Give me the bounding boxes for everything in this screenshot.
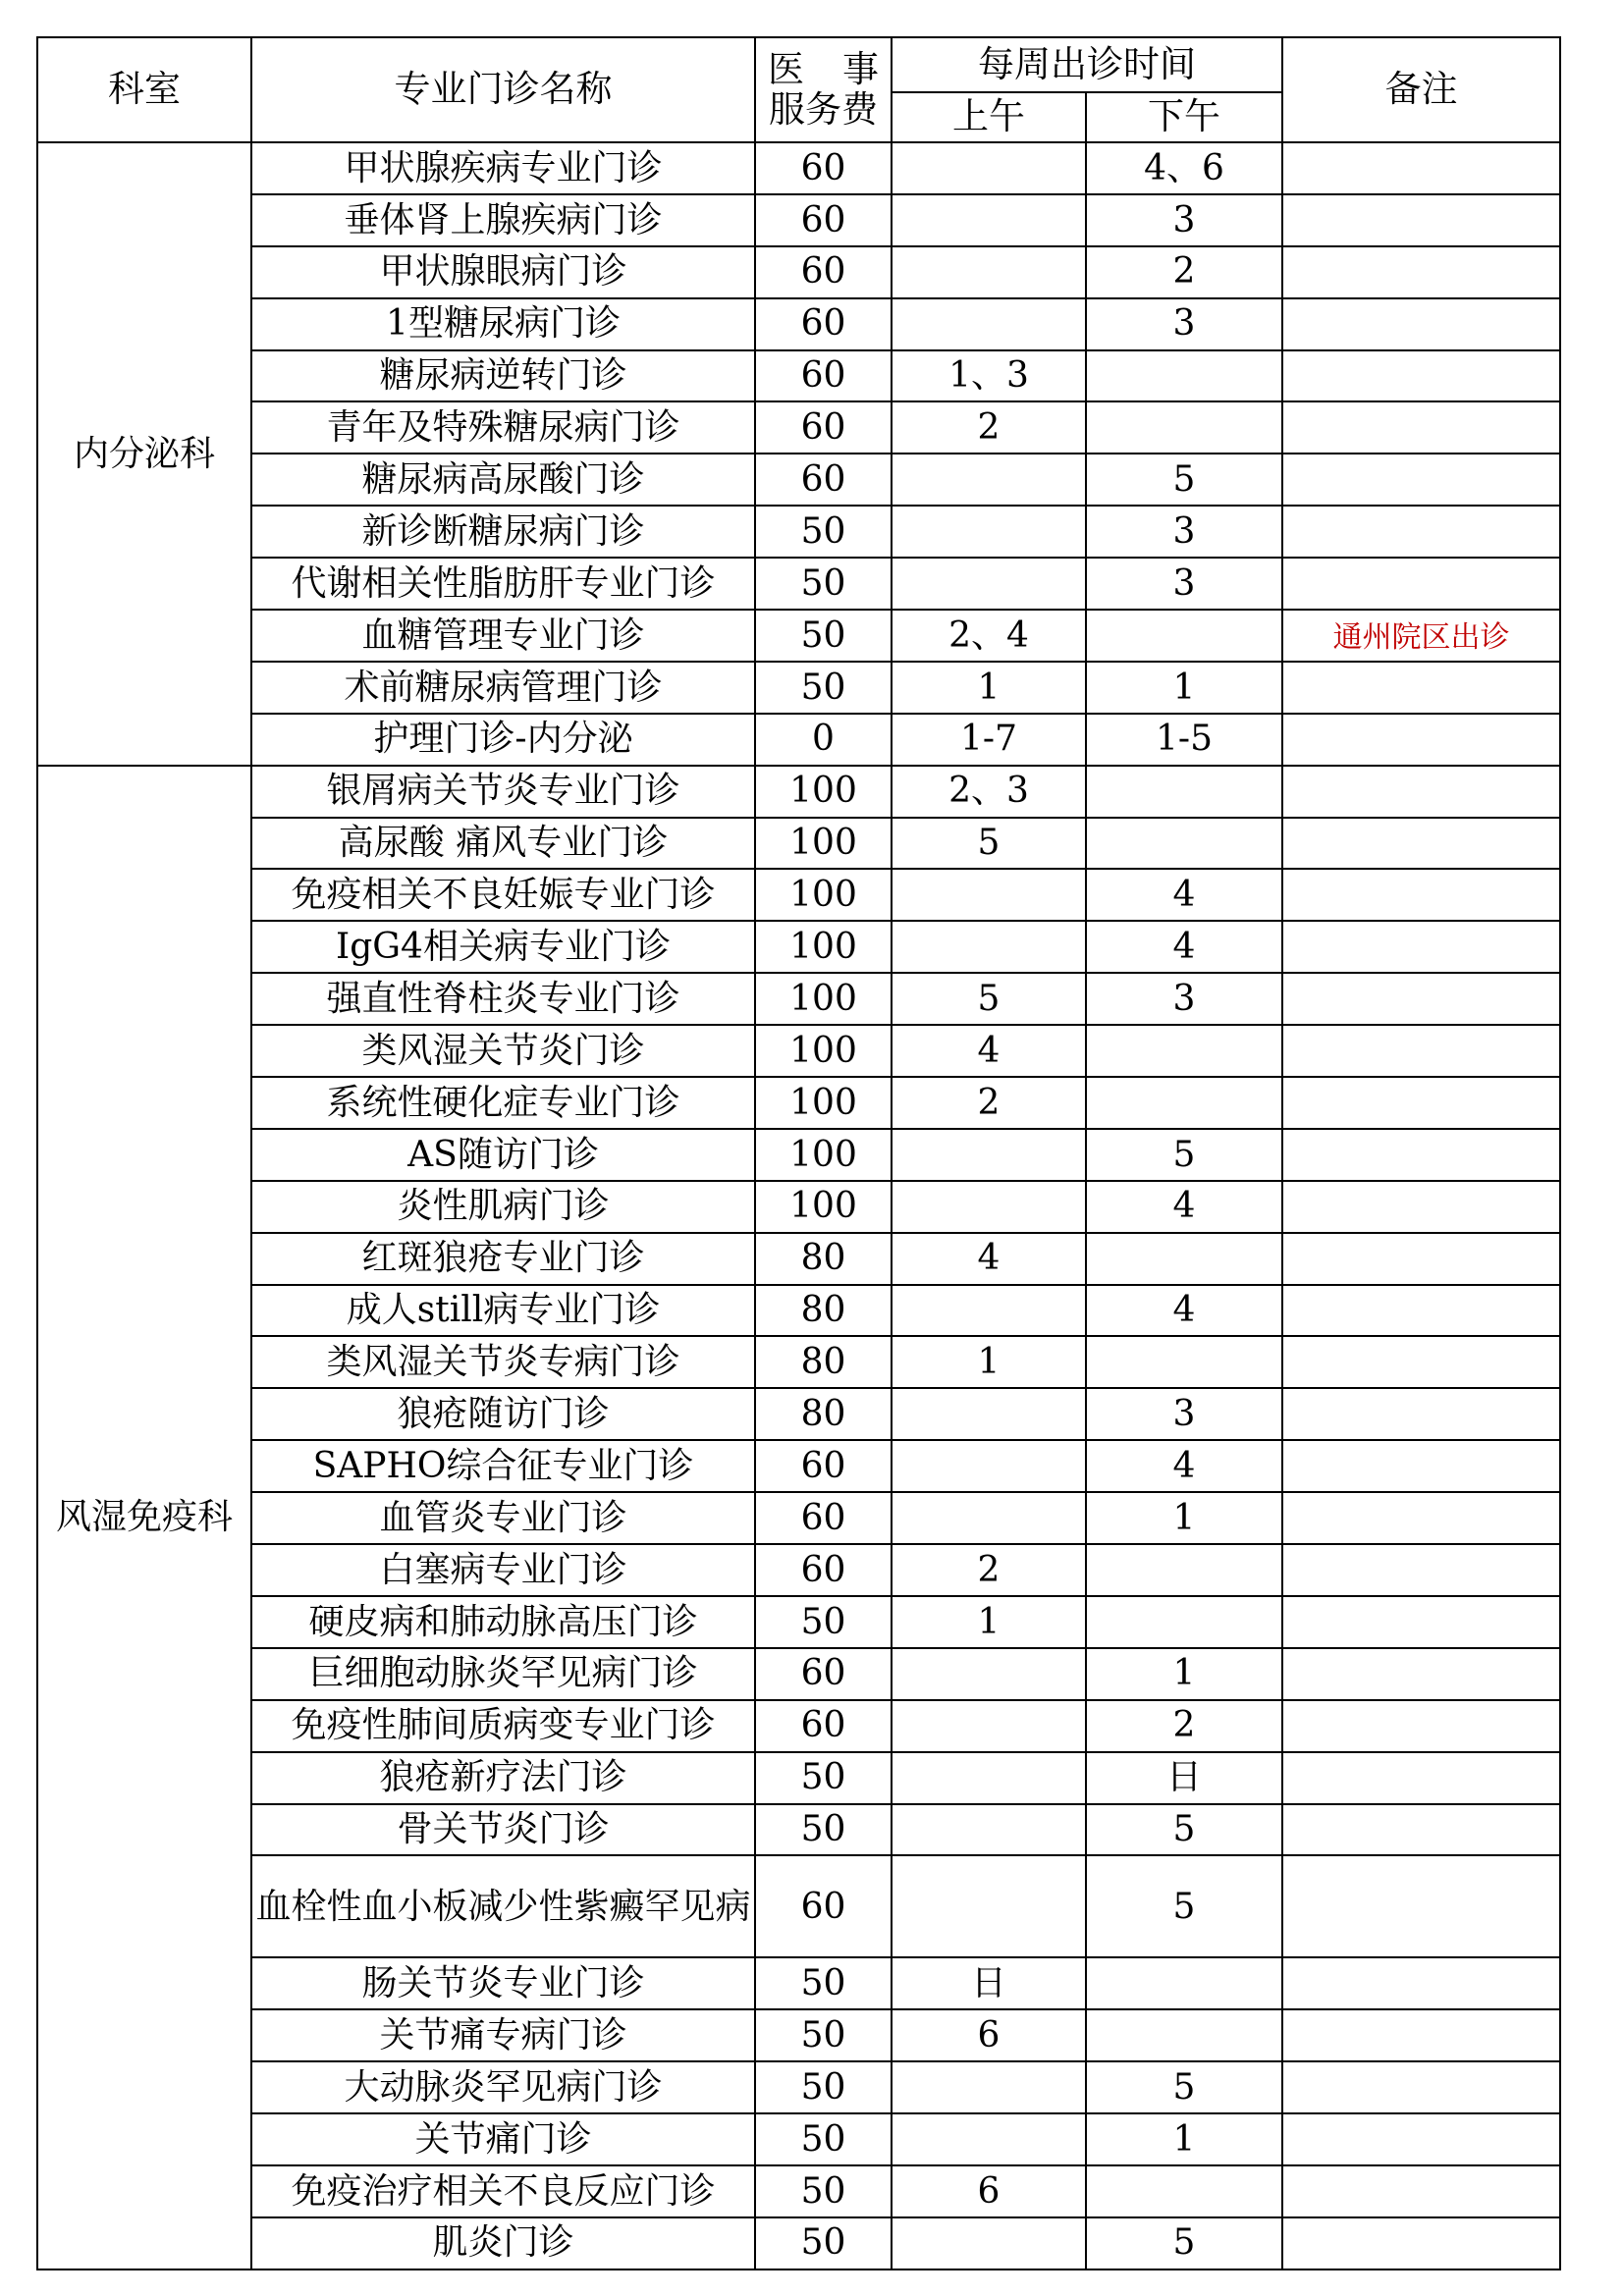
note-cell: [1282, 506, 1560, 558]
note-cell: [1282, 610, 1560, 662]
clinic-name-cell: SAPHO综合征专业门诊: [251, 1440, 755, 1492]
clinic-name-cell: 红斑狼疮专业门诊: [251, 1233, 755, 1285]
afternoon-cell: 1: [1086, 1492, 1282, 1544]
fee-cell: 100: [755, 921, 892, 973]
table-row: [37, 558, 1560, 610]
note-cell: [1282, 142, 1560, 194]
clinic-name-cell: 血栓性血小板减少性紫癜罕见病: [251, 1855, 755, 1957]
note-cell: [1282, 401, 1560, 454]
morning-cell: [892, 1388, 1086, 1440]
morning-cell: [892, 506, 1086, 558]
header-row: [37, 37, 1560, 92]
afternoon-cell: [1086, 1957, 1282, 2009]
department-cell: 风湿免疫科: [37, 766, 251, 2269]
clinic-name-cell: 狼疮新疗法门诊: [251, 1752, 755, 1804]
morning-cell: 6: [892, 2009, 1086, 2061]
fee-cell: 100: [755, 766, 892, 818]
note-cell: [1282, 714, 1560, 766]
morning-cell: 1、3: [892, 350, 1086, 402]
afternoon-cell: 3: [1086, 506, 1282, 558]
clinic-name-cell: 骨关节炎门诊: [251, 1804, 755, 1856]
clinic-name-cell: 类风湿关节炎专病门诊: [251, 1336, 755, 1388]
afternoon-cell: [1086, 1596, 1282, 1648]
table-row: [37, 1752, 1560, 1804]
clinic-name-cell: IgG4相关病专业门诊: [251, 921, 755, 973]
morning-cell: [892, 869, 1086, 921]
morning-cell: 5: [892, 818, 1086, 870]
note-cell: [1282, 1700, 1560, 1752]
fee-cell: 50: [755, 1804, 892, 1856]
clinic-name-header: 专业门诊名称: [251, 37, 755, 142]
morning-cell: [892, 1648, 1086, 1700]
afternoon-cell: 3: [1086, 298, 1282, 350]
clinic-name-cell: 大动脉炎罕见病门诊: [251, 2061, 755, 2113]
morning-cell: [892, 194, 1086, 246]
note-cell: [1282, 818, 1560, 870]
afternoon-cell: 5: [1086, 2217, 1282, 2269]
fee-cell: 100: [755, 1181, 892, 1233]
fee-cell: 100: [755, 973, 892, 1025]
fee-cell: 50: [755, 610, 892, 662]
note-cell: [1282, 454, 1560, 506]
morning-cell: [892, 2217, 1086, 2269]
table-row: [37, 2113, 1560, 2165]
clinic-name-cell: 肠关节炎专业门诊: [251, 1957, 755, 2009]
fee-cell: 80: [755, 1285, 892, 1337]
morning-cell: 2、3: [892, 766, 1086, 818]
clinic-name-cell: 血糖管理专业门诊: [251, 610, 755, 662]
clinic-name-cell: 强直性脊柱炎专业门诊: [251, 973, 755, 1025]
afternoon-cell: 日: [1086, 1752, 1282, 1804]
clinic-schedule-table: [36, 36, 1561, 2270]
note-cell: [1282, 1752, 1560, 1804]
afternoon-cell: 5: [1086, 1855, 1282, 1957]
fee-cell: 50: [755, 1596, 892, 1648]
table-row: [37, 1440, 1560, 1492]
clinic-name-cell: 新诊断糖尿病门诊: [251, 506, 755, 558]
table-row: [37, 973, 1560, 1025]
table-row: [37, 142, 1560, 194]
note-cell: [1282, 662, 1560, 714]
note-cell: [1282, 1440, 1560, 1492]
morning-cell: [892, 2113, 1086, 2165]
table-row: [37, 298, 1560, 350]
morning-cell: 2: [892, 401, 1086, 454]
table-row: [37, 1596, 1560, 1648]
table-row: [37, 818, 1560, 870]
clinic-name-cell: 白塞病专业门诊: [251, 1544, 755, 1596]
table-row: [37, 2061, 1560, 2113]
clinic-name-cell: 免疫性肺间质病变专业门诊: [251, 1700, 755, 1752]
note-cell: [1282, 1544, 1560, 1596]
clinic-name-cell: 青年及特殊糖尿病门诊: [251, 401, 755, 454]
fee-cell: 50: [755, 2113, 892, 2165]
morning-cell: [892, 1129, 1086, 1181]
table-row: [37, 662, 1560, 714]
fee-cell: 50: [755, 2165, 892, 2217]
table-row: [37, 1957, 1560, 2009]
clinic-name-cell: 成人still病专业门诊: [251, 1285, 755, 1337]
note-cell: [1282, 2217, 1560, 2269]
fee-cell: 80: [755, 1336, 892, 1388]
clinic-name-cell: 甲状腺疾病专业门诊: [251, 142, 755, 194]
morning-cell: [892, 454, 1086, 506]
fee-cell: 80: [755, 1233, 892, 1285]
afternoon-cell: [1086, 1077, 1282, 1129]
clinic-name-cell: 糖尿病逆转门诊: [251, 350, 755, 402]
clinic-name-cell: 甲状腺眼病门诊: [251, 246, 755, 298]
fee-cell: 50: [755, 662, 892, 714]
table-row: [37, 1129, 1560, 1181]
table-row: [37, 1544, 1560, 1596]
clinic-name-cell: 垂体肾上腺疾病门诊: [251, 194, 755, 246]
table-row: [37, 1648, 1560, 1700]
afternoon-cell: 3: [1086, 1388, 1282, 1440]
afternoon-cell: 5: [1086, 1129, 1282, 1181]
morning-header: 上午: [892, 92, 1086, 142]
fee-cell: 50: [755, 2061, 892, 2113]
afternoon-cell: 4: [1086, 1440, 1282, 1492]
fee-cell: 100: [755, 1025, 892, 1077]
table-row: [37, 506, 1560, 558]
department-cell: 内分泌科: [37, 142, 251, 766]
fee-cell: 50: [755, 1957, 892, 2009]
note-cell: [1282, 973, 1560, 1025]
clinic-name-cell: 术前糖尿病管理门诊: [251, 662, 755, 714]
fee-cell: 50: [755, 558, 892, 610]
morning-cell: [892, 1440, 1086, 1492]
morning-cell: 1-7: [892, 714, 1086, 766]
afternoon-cell: 4、6: [1086, 142, 1282, 194]
clinic-name-cell: 护理门诊-内分泌: [251, 714, 755, 766]
afternoon-cell: 5: [1086, 2061, 1282, 2113]
table-row: [37, 1855, 1560, 1957]
table-row: [37, 401, 1560, 454]
clinic-name-cell: 银屑病关节炎专业门诊: [251, 766, 755, 818]
fee-cell: 60: [755, 1700, 892, 1752]
table-row: [37, 1804, 1560, 1856]
table-row: [37, 1233, 1560, 1285]
table-row: [37, 921, 1560, 973]
table-row: [37, 1181, 1560, 1233]
fee-cell: 50: [755, 2009, 892, 2061]
afternoon-cell: 1: [1086, 1648, 1282, 1700]
fee-cell: 60: [755, 350, 892, 402]
morning-cell: [892, 1492, 1086, 1544]
table-row: [37, 454, 1560, 506]
clinic-name-cell: 关节痛专病门诊: [251, 2009, 755, 2061]
afternoon-cell: 3: [1086, 973, 1282, 1025]
note-cell: [1282, 2009, 1560, 2061]
table-row: [37, 2217, 1560, 2269]
clinic-name-cell: 免疫治疗相关不良反应门诊: [251, 2165, 755, 2217]
afternoon-cell: [1086, 1025, 1282, 1077]
afternoon-cell: [1086, 2009, 1282, 2061]
morning-cell: [892, 298, 1086, 350]
morning-cell: [892, 142, 1086, 194]
afternoon-cell: [1086, 350, 1282, 402]
afternoon-cell: 5: [1086, 1804, 1282, 1856]
table-row: [37, 766, 1560, 818]
afternoon-cell: [1086, 401, 1282, 454]
morning-cell: 1: [892, 1596, 1086, 1648]
table-row: [37, 1336, 1560, 1388]
fee-header-char-1: 医: [768, 47, 804, 90]
morning-cell: [892, 2061, 1086, 2113]
clinic-name-cell: 关节痛门诊: [251, 2113, 755, 2165]
note-cell: [1282, 298, 1560, 350]
fee-cell: 60: [755, 1492, 892, 1544]
note-cell: [1282, 1025, 1560, 1077]
note-cell: [1282, 1492, 1560, 1544]
note-cell: [1282, 766, 1560, 818]
notes-header: 备注: [1282, 37, 1560, 142]
fee-cell: 50: [755, 1752, 892, 1804]
afternoon-cell: 1-5: [1086, 714, 1282, 766]
morning-cell: [892, 1752, 1086, 1804]
table-row: [37, 1388, 1560, 1440]
clinic-name-cell: 糖尿病高尿酸门诊: [251, 454, 755, 506]
clinic-name-cell: 血管炎专业门诊: [251, 1492, 755, 1544]
note-cell: [1282, 246, 1560, 298]
clinic-name-cell: 1型糖尿病门诊: [251, 298, 755, 350]
clinic-name-cell: AS随访门诊: [251, 1129, 755, 1181]
table-row: [37, 2165, 1560, 2217]
note-cell: [1282, 1336, 1560, 1388]
table-row: [37, 1285, 1560, 1337]
note-cell: [1282, 558, 1560, 610]
fee-cell: 80: [755, 1388, 892, 1440]
note-cell: [1282, 194, 1560, 246]
afternoon-cell: 5: [1086, 454, 1282, 506]
morning-cell: 2: [892, 1077, 1086, 1129]
afternoon-header: 下午: [1086, 92, 1282, 142]
note-text: 通州院区出诊: [1332, 619, 1510, 655]
note-cell: [1282, 350, 1560, 402]
morning-cell: 日: [892, 1957, 1086, 2009]
afternoon-cell: [1086, 1233, 1282, 1285]
clinic-name-cell: 炎性肌病门诊: [251, 1181, 755, 1233]
note-cell: [1282, 2113, 1560, 2165]
note-cell: [1282, 1388, 1560, 1440]
clinic-name-cell: 代谢相关性脂肪肝专业门诊: [251, 558, 755, 610]
schedule-body: [37, 142, 1560, 2269]
note-cell: [1282, 1181, 1560, 1233]
clinic-name-cell: 高尿酸 痛风专业门诊: [251, 818, 755, 870]
afternoon-cell: 4: [1086, 869, 1282, 921]
morning-cell: [892, 1804, 1086, 1856]
morning-cell: 2、4: [892, 610, 1086, 662]
afternoon-cell: 4: [1086, 1285, 1282, 1337]
note-cell: [1282, 1077, 1560, 1129]
note-cell: [1282, 869, 1560, 921]
afternoon-cell: [1086, 1336, 1282, 1388]
morning-cell: [892, 921, 1086, 973]
afternoon-cell: [1086, 2165, 1282, 2217]
afternoon-cell: 3: [1086, 194, 1282, 246]
table-row: [37, 714, 1560, 766]
morning-cell: [892, 1700, 1086, 1752]
table-row: [37, 350, 1560, 402]
note-cell: [1282, 1129, 1560, 1181]
fee-cell: 60: [755, 401, 892, 454]
morning-cell: [892, 1855, 1086, 1957]
morning-cell: 1: [892, 1336, 1086, 1388]
note-cell: [1282, 1957, 1560, 2009]
afternoon-cell: 1: [1086, 662, 1282, 714]
afternoon-cell: 2: [1086, 1700, 1282, 1752]
fee-cell: 60: [755, 1440, 892, 1492]
fee-cell: 60: [755, 142, 892, 194]
fee-cell: 60: [755, 194, 892, 246]
note-cell: [1282, 1596, 1560, 1648]
fee-cell: 100: [755, 818, 892, 870]
morning-cell: [892, 1285, 1086, 1337]
fee-header-line-2: 服务费: [769, 87, 878, 131]
clinic-name-cell: 巨细胞动脉炎罕见病门诊: [251, 1648, 755, 1700]
fee-cell: 60: [755, 298, 892, 350]
morning-cell: 2: [892, 1544, 1086, 1596]
note-cell: [1282, 921, 1560, 973]
morning-cell: 1: [892, 662, 1086, 714]
table-row: [37, 1700, 1560, 1752]
morning-cell: [892, 246, 1086, 298]
fee-cell: 60: [755, 454, 892, 506]
department-header: 科室: [37, 37, 251, 142]
clinic-name-cell: 免疫相关不良妊娠专业门诊: [251, 869, 755, 921]
fee-cell: 100: [755, 869, 892, 921]
note-cell: [1282, 2165, 1560, 2217]
fee-cell: 50: [755, 506, 892, 558]
afternoon-cell: 2: [1086, 246, 1282, 298]
afternoon-cell: [1086, 766, 1282, 818]
fee-cell: 60: [755, 1648, 892, 1700]
morning-cell: 5: [892, 973, 1086, 1025]
fee-header-char-2: 事: [842, 47, 879, 90]
morning-cell: 6: [892, 2165, 1086, 2217]
fee-cell: 60: [755, 246, 892, 298]
table-row: [37, 1025, 1560, 1077]
morning-cell: 4: [892, 1233, 1086, 1285]
afternoon-cell: [1086, 610, 1282, 662]
afternoon-cell: [1086, 818, 1282, 870]
table-row: [37, 1077, 1560, 1129]
fee-cell: 100: [755, 1129, 892, 1181]
fee-header: [755, 37, 892, 142]
clinic-name-cell: 狼疮随访门诊: [251, 1388, 755, 1440]
note-cell: [1282, 1804, 1560, 1856]
weekly-time-header: 每周出诊时间: [892, 37, 1282, 92]
note-cell: [1282, 1285, 1560, 1337]
clinic-name-cell: 系统性硬化症专业门诊: [251, 1077, 755, 1129]
table-row: [37, 869, 1560, 921]
table-row: [37, 1492, 1560, 1544]
note-cell: [1282, 1233, 1560, 1285]
afternoon-cell: 3: [1086, 558, 1282, 610]
note-cell: [1282, 2061, 1560, 2113]
fee-cell: 50: [755, 2217, 892, 2269]
morning-cell: [892, 558, 1086, 610]
afternoon-cell: 1: [1086, 2113, 1282, 2165]
fee-cell: 100: [755, 1077, 892, 1129]
table-row: [37, 194, 1560, 246]
note-cell: [1282, 1855, 1560, 1957]
clinic-name-cell: 硬皮病和肺动脉高压门诊: [251, 1596, 755, 1648]
fee-cell: 0: [755, 714, 892, 766]
fee-cell: 60: [755, 1544, 892, 1596]
clinic-name-cell: 类风湿关节炎门诊: [251, 1025, 755, 1077]
fee-cell: 60: [755, 1855, 892, 1957]
clinic-name-cell: 肌炎门诊: [251, 2217, 755, 2269]
afternoon-cell: 4: [1086, 1181, 1282, 1233]
afternoon-cell: 4: [1086, 921, 1282, 973]
afternoon-cell: [1086, 1544, 1282, 1596]
morning-cell: 4: [892, 1025, 1086, 1077]
morning-cell: [892, 1181, 1086, 1233]
table-row: [37, 2009, 1560, 2061]
note-cell: [1282, 1648, 1560, 1700]
table-row: [37, 246, 1560, 298]
table-row: [37, 610, 1560, 662]
